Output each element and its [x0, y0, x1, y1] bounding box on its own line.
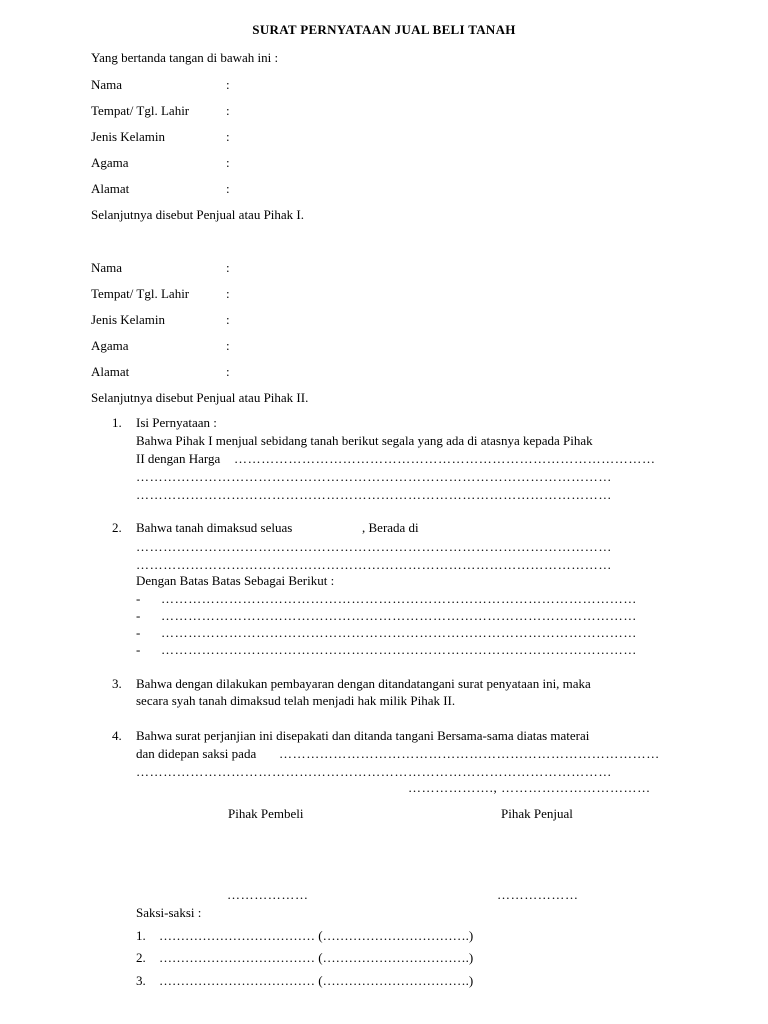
p1-ttl-colon: :	[226, 103, 230, 118]
p2-agama-colon: :	[226, 338, 230, 353]
item1-dots-1: ……………………………………………………………………………………………	[136, 469, 612, 484]
place-date-dots: ………………., ……………………………	[408, 780, 651, 795]
p2-ttl-colon: :	[226, 286, 230, 301]
p2-alamat-label: Alamat	[91, 364, 130, 379]
item1-heading: Isi Pernyataan :	[136, 415, 217, 430]
item3-number: 3.	[112, 676, 122, 691]
saksi-number-2: 2.	[136, 950, 146, 965]
p1-nama-label: Nama	[91, 77, 123, 92]
pihak-penjual-label: Pihak Penjual	[501, 806, 573, 821]
item4-dots-1: ……………………………………………………………………………………………	[136, 764, 612, 779]
item1-line1: Bahwa Pihak I menjual sebidang tanah berikut segala yang ada di atasnya kepada Pihak	[136, 433, 593, 448]
p1-alamat-label: Alamat	[91, 181, 130, 196]
saksi-number-3: 3.	[136, 973, 146, 988]
pihak-pembeli-label: Pihak Pembeli	[228, 806, 304, 821]
item1-number: 1.	[112, 415, 122, 430]
item1-line2: II dengan Harga	[136, 451, 221, 466]
p2-alamat-colon: :	[226, 364, 230, 379]
pembeli-signature-dots: ………………	[227, 887, 309, 902]
document-title: SURAT PERNYATAAN JUAL BELI TANAH	[252, 22, 516, 37]
item3-line1: Bahwa dengan dilakukan pembayaran dengan ditandatangani surat penyataan ini, maka	[136, 676, 591, 691]
p1-alamat-colon: :	[226, 181, 230, 196]
item2-dots-2: ……………………………………………………………………………………………	[136, 557, 612, 572]
item4-line2: dan didepan saksi pada	[136, 746, 257, 761]
p2-nama-label: Nama	[91, 260, 123, 275]
item2-dots-1: ……………………………………………………………………………………………	[136, 539, 612, 554]
item2-number: 2.	[112, 520, 122, 535]
item1-dots-2: ……………………………………………………………………………………………	[136, 487, 612, 502]
p1-agama-colon: :	[226, 155, 230, 170]
intro-text: Yang bertanda tangan di bawah ini :	[91, 50, 279, 65]
party2-note: Selanjutnya disebut Penjual atau Pihak II.	[91, 390, 309, 405]
p2-jk-colon: :	[226, 312, 230, 327]
p1-jk-colon: :	[226, 129, 230, 144]
p1-jk-label: Jenis Kelamin	[91, 129, 166, 144]
p2-ttl-label: Tempat/ Tgl. Lahir	[91, 286, 190, 301]
saksi-line-1: ……………………………… (…………………………….)	[159, 928, 474, 943]
item3-line2: secara syah tanah dimaksud telah menjadi hak milik Pihak II.	[136, 693, 456, 708]
batas-dash-4: -	[136, 642, 141, 657]
batas-dots-3: ……………………………………………………………………………………………	[161, 625, 637, 640]
batas-dash-3: -	[136, 625, 141, 640]
saksi-line-2: ……………………………… (…………………………….)	[159, 950, 474, 965]
item4-line1: Bahwa surat perjanjian ini disepakati dan ditanda tangani Bersama-sama diatas materai	[136, 728, 590, 743]
p2-nama-colon: :	[226, 260, 230, 275]
saksi-line-3: ……………………………… (…………………………….)	[159, 973, 474, 988]
item1-harga-dots: …………………………………………………………………………………	[234, 451, 656, 466]
item2-berada: , Berada di	[362, 520, 419, 535]
item2-batas-heading: Dengan Batas Batas Sebagai Berikut :	[136, 573, 335, 588]
item2-text: Bahwa tanah dimaksud seluas	[136, 520, 293, 535]
batas-dash-2: -	[136, 608, 141, 623]
penjual-signature-dots: ………………	[497, 887, 579, 902]
item4-saksi-dots: …………………………………………………………………………	[279, 746, 660, 761]
batas-dots-4: ……………………………………………………………………………………………	[161, 642, 637, 657]
saksi-label: Saksi-saksi :	[136, 905, 202, 920]
p1-ttl-label: Tempat/ Tgl. Lahir	[91, 103, 190, 118]
p1-agama-label: Agama	[91, 155, 129, 170]
p2-agama-label: Agama	[91, 338, 129, 353]
item4-number: 4.	[112, 728, 122, 743]
p2-jk-label: Jenis Kelamin	[91, 312, 166, 327]
p1-nama-colon: :	[226, 77, 230, 92]
party1-note: Selanjutnya disebut Penjual atau Pihak I.	[91, 207, 305, 222]
batas-dots-1: ……………………………………………………………………………………………	[161, 591, 637, 606]
saksi-number-1: 1.	[136, 928, 146, 943]
batas-dots-2: ……………………………………………………………………………………………	[161, 608, 637, 623]
batas-dash-1: -	[136, 591, 141, 606]
